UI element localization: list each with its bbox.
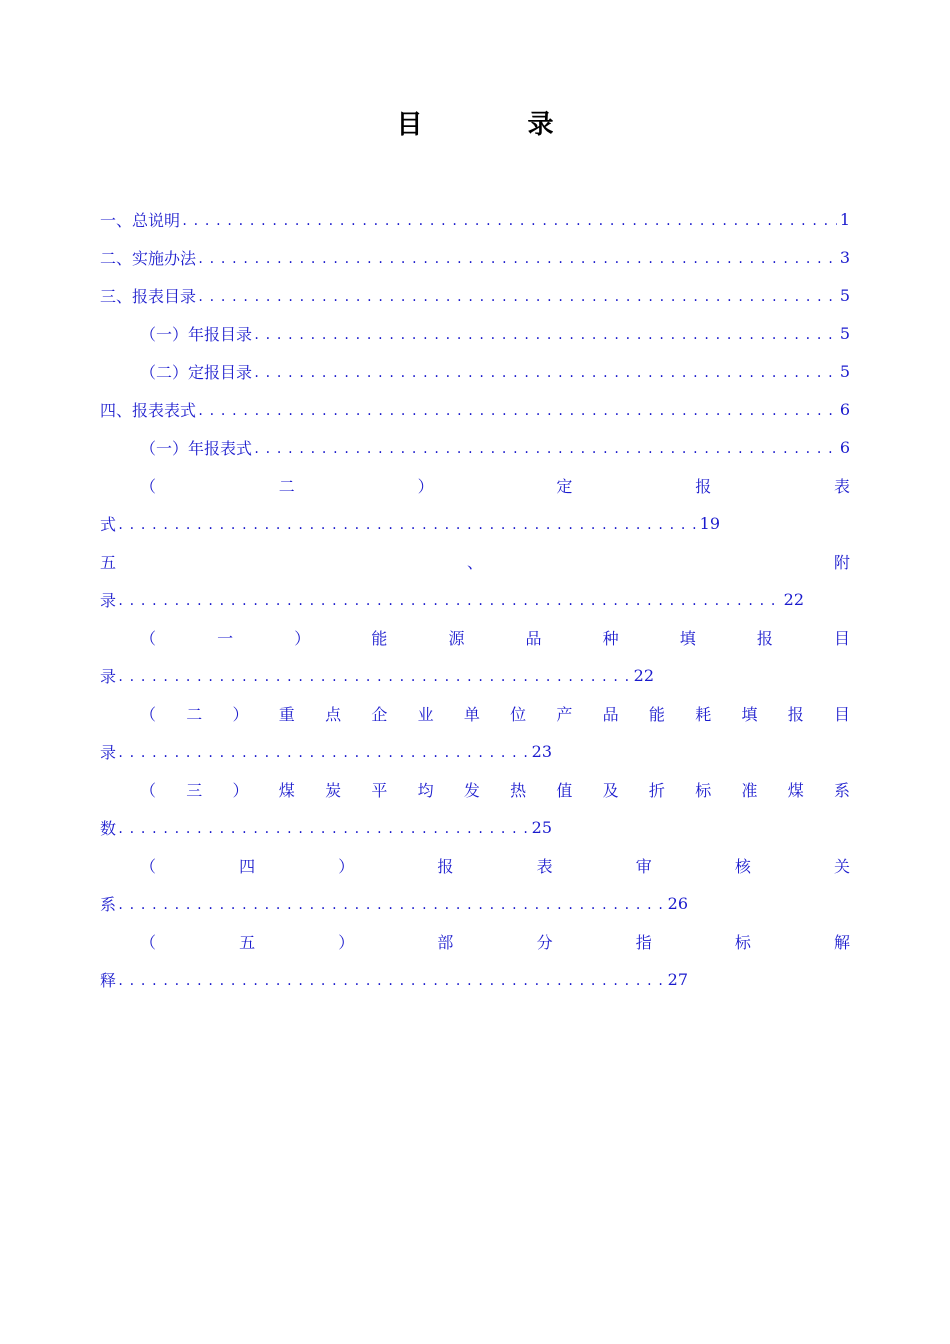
dot-leader [181, 210, 837, 229]
toc-char: 五 [239, 932, 256, 952]
toc-entry-label: 一、总说明 [100, 210, 181, 230]
toc-entry-coal-conversion[interactable] [140, 770, 850, 808]
toc-char: 报 [756, 628, 773, 648]
toc-char: 煤 [787, 780, 804, 800]
toc-char: ） [232, 704, 249, 724]
toc-char: 单 [463, 704, 480, 724]
toc-entry-label: 数 [100, 818, 117, 838]
toc-char: （ [140, 476, 157, 496]
toc-char: 目 [833, 628, 850, 648]
toc-char: 标 [695, 780, 712, 800]
toc-char: 准 [741, 780, 758, 800]
toc-char: 点 [325, 704, 342, 724]
toc-entry-label: 系 [100, 894, 117, 914]
toc-page-number: 27 [667, 969, 688, 989]
toc-entry-indicator-notes[interactable] [140, 922, 850, 960]
dot-leader [253, 438, 837, 457]
toc-page-number: 25 [531, 817, 552, 837]
toc-entry-energy-types-cont[interactable] [100, 656, 654, 694]
toc-entry-appendix[interactable] [100, 542, 850, 580]
toc-entry-label: 释 [100, 970, 117, 990]
toc-char: 指 [635, 932, 652, 952]
toc-entry-annual-forms[interactable] [140, 428, 850, 466]
toc-entry-indicator-notes-cont[interactable] [100, 960, 688, 998]
toc-page-number: 6 [839, 399, 850, 419]
toc-char: 二 [278, 476, 295, 496]
toc-char: 均 [417, 780, 434, 800]
toc-char: 标 [734, 932, 751, 952]
toc-char: 填 [679, 628, 696, 648]
toc-entry-label: 录 [100, 590, 117, 610]
page-title: 目 录 [396, 110, 602, 140]
toc-page-number: 1 [839, 209, 850, 229]
toc-entry-appendix-cont[interactable] [100, 580, 804, 618]
toc-entry-annual-catalog[interactable] [140, 314, 850, 352]
toc-page-number: 6 [839, 437, 850, 457]
dot-leader [197, 248, 837, 267]
toc-char: 关 [833, 856, 850, 876]
toc-entry-implementation[interactable] [100, 238, 850, 276]
toc-char: 发 [463, 780, 480, 800]
toc-char: 值 [556, 780, 573, 800]
toc-char: 煤 [278, 780, 295, 800]
toc-page-number: 5 [839, 361, 850, 381]
toc-entry-periodic-catalog[interactable] [140, 352, 850, 390]
toc-char: 耗 [695, 704, 712, 724]
toc-char: 重 [278, 704, 295, 724]
dot-leader [117, 970, 665, 989]
toc-entry-coal-conversion-cont[interactable] [100, 808, 552, 846]
toc-char: 分 [536, 932, 553, 952]
toc-entry-label: （一）年报目录 [140, 324, 253, 344]
toc-char: 能 [648, 704, 665, 724]
toc-page-number: 5 [839, 323, 850, 343]
toc-entry-energy-types[interactable] [140, 618, 850, 656]
toc-page-number: 3 [839, 247, 850, 267]
toc-char: 热 [510, 780, 527, 800]
toc-entry-label: （二）定报目录 [140, 362, 253, 382]
toc-char: 产 [556, 704, 573, 724]
toc-char: （ [140, 932, 157, 952]
toc-char: 审 [635, 856, 652, 876]
dot-leader [253, 362, 837, 381]
dot-leader [117, 590, 781, 609]
toc-entry-label: 录 [100, 742, 117, 762]
toc-char: 系 [833, 780, 850, 800]
dot-leader [117, 742, 529, 761]
toc-char: （ [140, 628, 157, 648]
toc-entry-label: （一）年报表式 [140, 438, 253, 458]
toc-entry-report-forms[interactable] [100, 390, 850, 428]
toc-char: 定 [556, 476, 573, 496]
toc-char: ） [232, 780, 249, 800]
toc-char: ） [294, 628, 311, 648]
toc-char: 源 [448, 628, 465, 648]
toc-char: 一 [217, 628, 234, 648]
toc-char: 报 [787, 704, 804, 724]
toc-char: 部 [437, 932, 454, 952]
toc-entry-label: 式 [100, 514, 117, 534]
toc-char: 三 [186, 780, 203, 800]
toc-char: 填 [741, 704, 758, 724]
toc-char: 目 [833, 704, 850, 724]
dot-leader [117, 894, 665, 913]
toc-entry-product-energy-consumption[interactable] [140, 694, 850, 732]
toc-entry-periodic-forms-cont[interactable] [100, 504, 720, 542]
toc-char: ） [338, 856, 355, 876]
toc-char: 表 [536, 856, 553, 876]
dot-leader [117, 818, 529, 837]
toc-entry-general-description[interactable] [100, 200, 850, 238]
toc-char: 品 [525, 628, 542, 648]
dot-leader [197, 400, 837, 419]
toc-entry-audit-relations-cont[interactable] [100, 884, 688, 922]
toc-char: 平 [371, 780, 388, 800]
toc-char: 能 [371, 628, 388, 648]
toc-char: （ [140, 704, 157, 724]
dot-leader [253, 324, 837, 343]
toc-char: 、 [466, 552, 483, 572]
toc-page-number: 19 [699, 513, 720, 533]
toc-char: 企 [371, 704, 388, 724]
toc-char: 种 [602, 628, 619, 648]
toc-char: 折 [648, 780, 665, 800]
toc-char: 五 [100, 552, 117, 572]
toc-page-number: 23 [531, 741, 552, 761]
toc-entry-report-catalog[interactable] [100, 276, 850, 314]
dot-leader [197, 286, 837, 305]
toc-char: 炭 [325, 780, 342, 800]
toc-char: 四 [239, 856, 256, 876]
toc-entry-label: 二、实施办法 [100, 248, 197, 268]
dot-leader [117, 666, 631, 685]
toc-char: 表 [833, 476, 850, 496]
toc-entry-label: 录 [100, 666, 117, 686]
toc-char: 解 [833, 932, 850, 952]
toc-char: ） [417, 476, 434, 496]
toc-char: 品 [602, 704, 619, 724]
toc-page-number: 26 [667, 893, 688, 913]
toc-char: 报 [437, 856, 454, 876]
toc-page-number: 22 [783, 589, 804, 609]
toc-char: （ [140, 856, 157, 876]
toc-page-number: 22 [633, 665, 654, 685]
toc-entry-periodic-forms[interactable] [140, 466, 850, 504]
toc-char: 二 [186, 704, 203, 724]
toc-page-number: 5 [839, 285, 850, 305]
toc-char: 核 [734, 856, 751, 876]
toc-char: 及 [602, 780, 619, 800]
toc-entry-label: 四、报表表式 [100, 400, 197, 420]
toc-entry-product-energy-consumption-cont[interactable] [100, 732, 552, 770]
toc-char: 业 [417, 704, 434, 724]
toc-char: 附 [833, 552, 850, 572]
toc-char: 报 [695, 476, 712, 496]
toc-char: ） [338, 932, 355, 952]
toc-entry-audit-relations[interactable] [140, 846, 850, 884]
toc-char: （ [140, 780, 157, 800]
toc-char: 位 [510, 704, 527, 724]
toc-entry-label: 三、报表目录 [100, 286, 197, 306]
dot-leader [117, 514, 697, 533]
